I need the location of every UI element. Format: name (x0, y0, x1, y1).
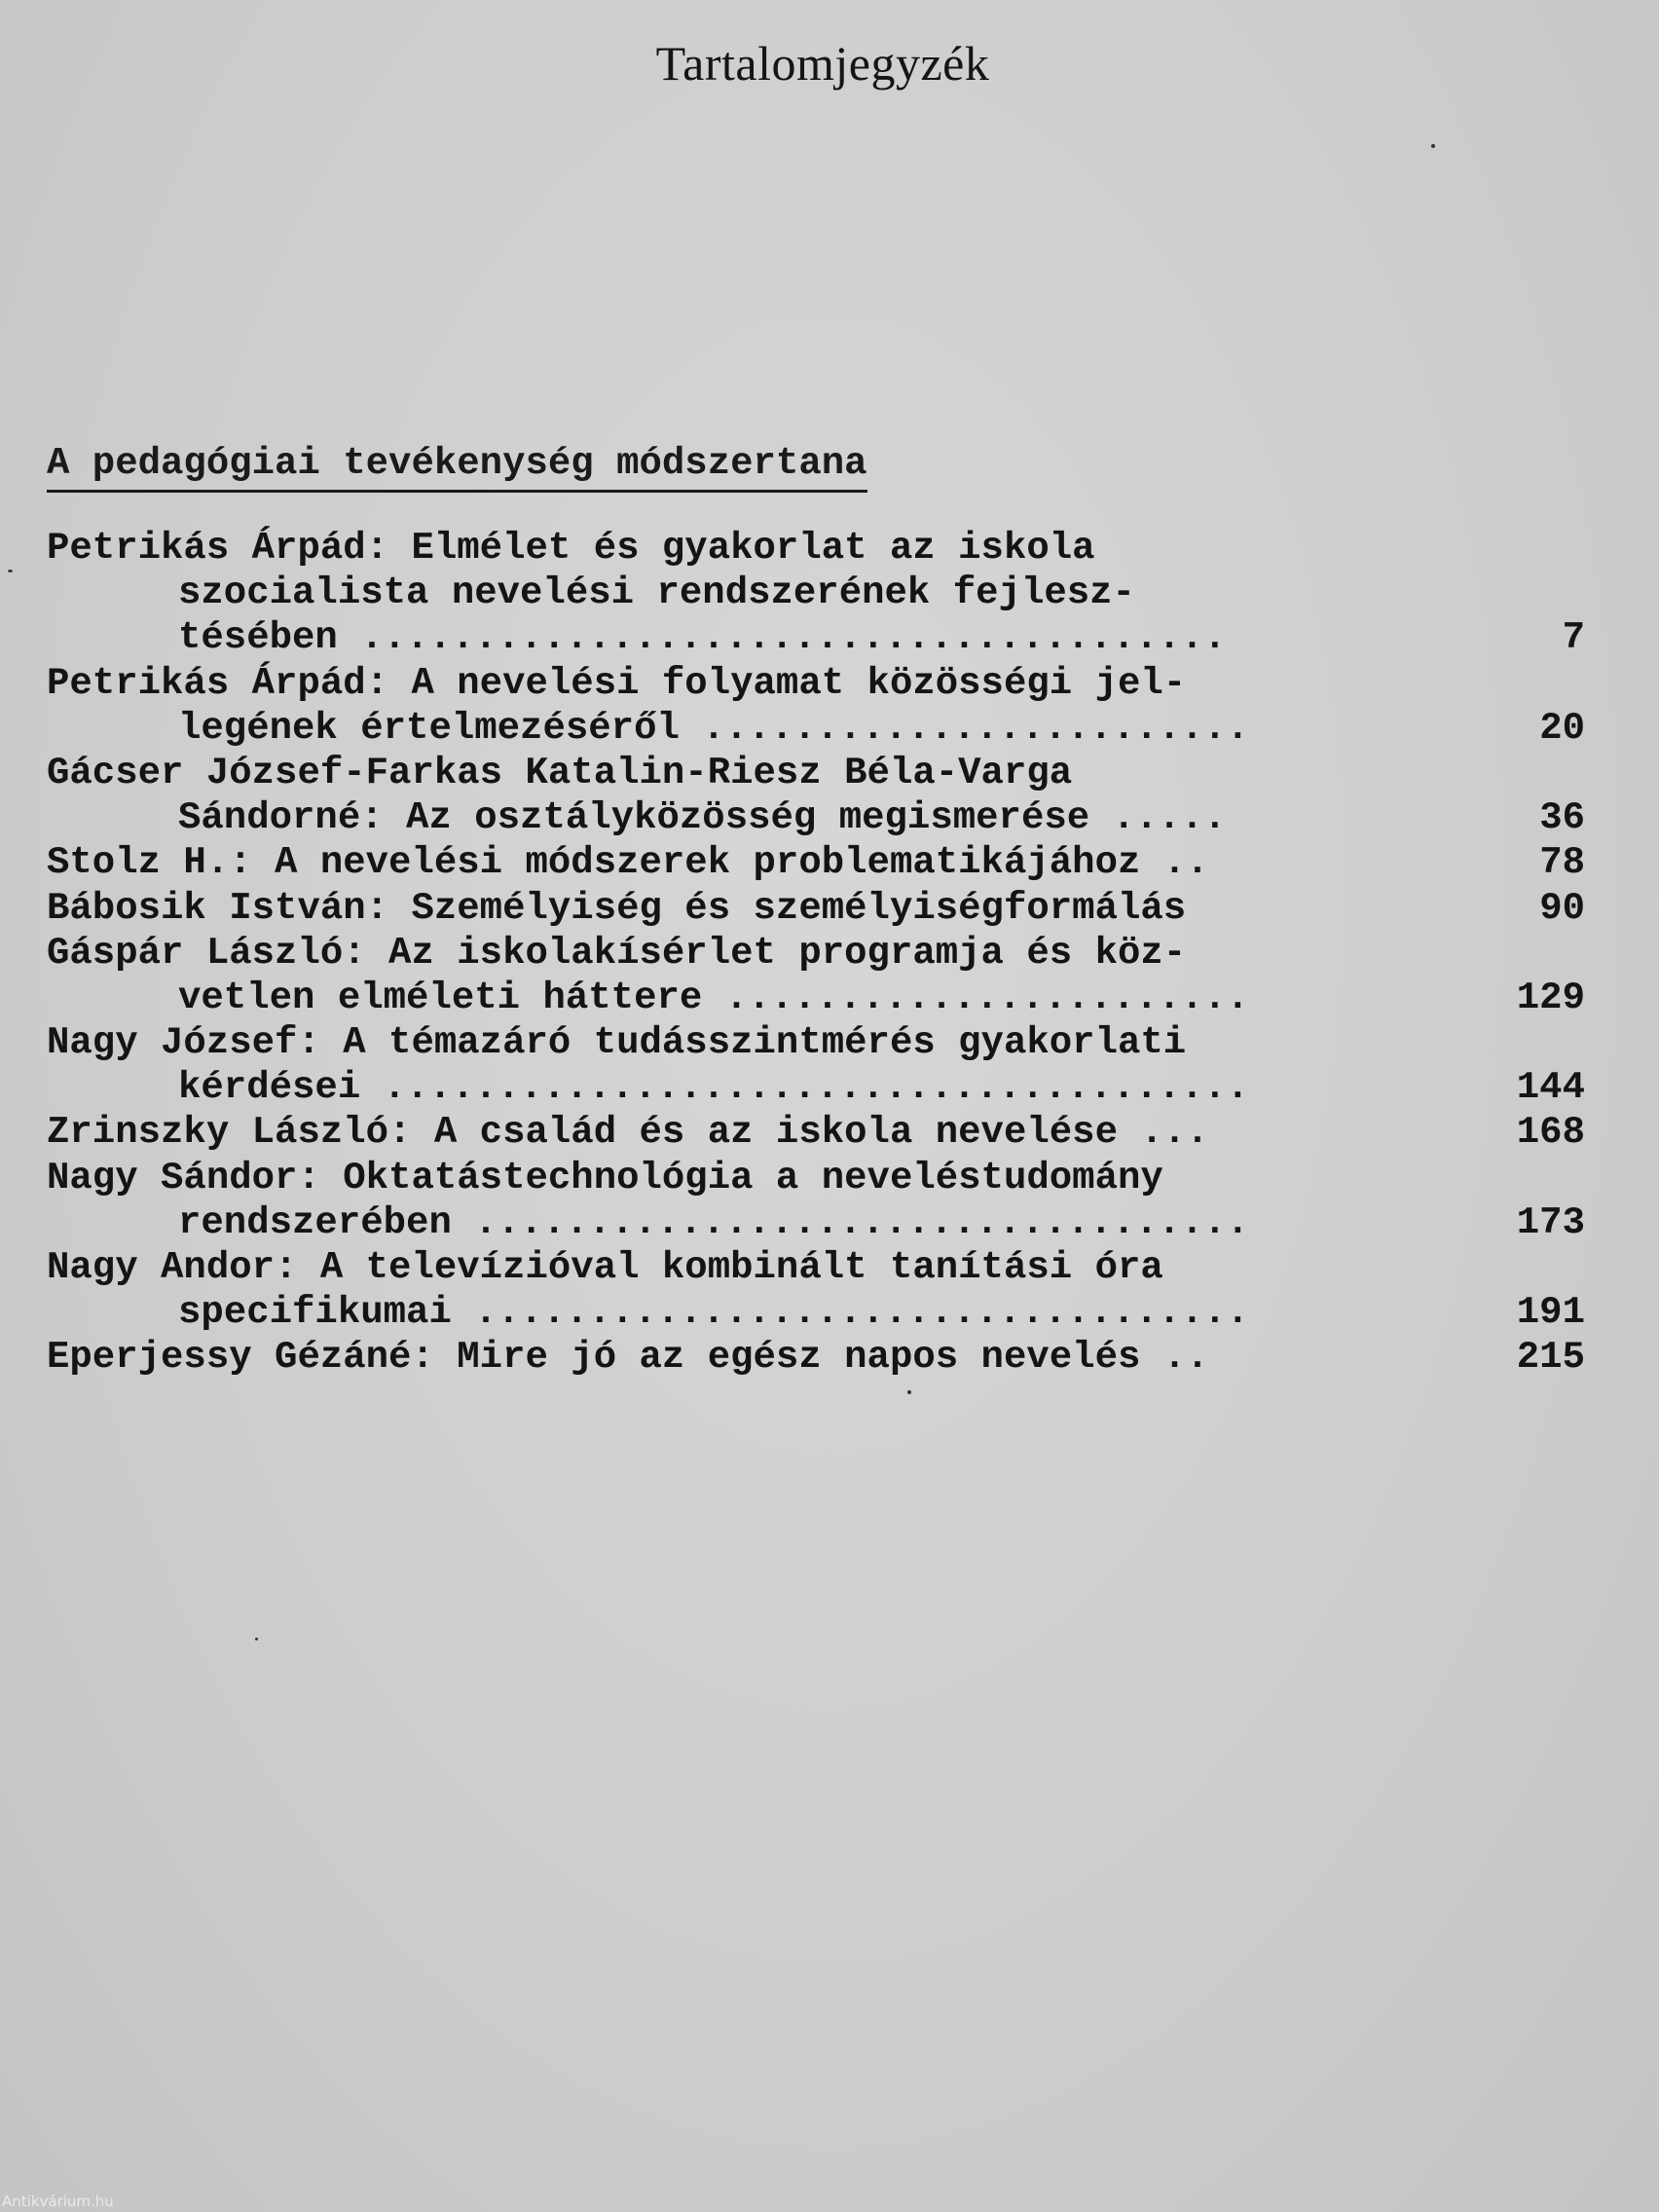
toc-entry-title: Petrikás Árpád: A nevelési folyamat közösségi jel- (47, 661, 1187, 705)
toc-entry-line (47, 706, 1585, 751)
toc-entry-continuation: legének értelmezéséről ........................ (178, 706, 1249, 750)
toc-entry-continuation: Sándorné: Az osztályközösség megismerése ..... (178, 796, 1227, 840)
toc-page-number: 36 (1539, 796, 1585, 840)
toc-page-number: 144 (1516, 1066, 1585, 1110)
toc-entry-title: Nagy Sándor: Oktatástechnológia a neveléstudomány (47, 1156, 1163, 1199)
toc-page-number: 90 (1539, 886, 1585, 930)
toc-page-number: 78 (1539, 841, 1585, 885)
toc-page-number: 168 (1516, 1111, 1585, 1155)
toc-entry-line (47, 1245, 1585, 1290)
page-title: Tartalomjegyzék (655, 36, 990, 91)
toc-entry-continuation: rendszerében .................................. (178, 1200, 1249, 1244)
toc-entry-line (47, 1020, 1585, 1065)
toc-entry-line (47, 1335, 1585, 1380)
toc-page-number: 129 (1516, 976, 1585, 1019)
toc-page-number: 215 (1516, 1336, 1585, 1380)
toc-entry-line (47, 795, 1585, 840)
toc-page-number: 20 (1539, 706, 1585, 750)
paper-speck (1431, 144, 1435, 148)
toc-entry-title: Zrinszky László: A család és az iskola nevelése ... (47, 1111, 1209, 1155)
toc-entry-line (47, 571, 1585, 615)
toc-entry-title: Nagy József: A témazáró tudásszintmérés gyakorlati (47, 1021, 1187, 1065)
toc-entry-line (47, 976, 1585, 1020)
paper-speck (907, 1390, 911, 1394)
toc-entry-line (47, 526, 1585, 571)
toc-entry-line (47, 1065, 1585, 1110)
toc-entry-line (47, 661, 1585, 706)
paper-speck (255, 1638, 258, 1641)
toc-entry-title: Bábosik István: Személyiség és személyiségformálás (47, 886, 1187, 930)
toc-entry-title: Stolz H.: A nevelési módszerek problematikájához .. (47, 841, 1209, 885)
toc-entry-title: Gácser József-Farkas Katalin-Riesz Béla-Varga (47, 751, 1073, 794)
toc-entry-continuation: vetlen elméleti háttere ....................... (178, 976, 1249, 1019)
toc-entry-continuation: tésében ...................................... (178, 616, 1227, 660)
toc-entry-title: Gáspár László: Az iskolakísérlet programja és köz- (47, 931, 1187, 975)
toc-entry-title: Petrikás Árpád: Elmélet és gyakorlat az iskola (47, 527, 1095, 570)
toc-entry-continuation: kérdései ...................................... (178, 1066, 1249, 1110)
toc-entry-line (47, 615, 1585, 660)
toc-entry-line (47, 840, 1585, 885)
toc-entry-title: Eperjessy Gézáné: Mire jó az egész napos nevelés .. (47, 1336, 1209, 1380)
toc-entry-line (47, 1200, 1585, 1245)
toc-page-number: 191 (1516, 1291, 1585, 1335)
toc-entry-line (47, 1290, 1585, 1335)
toc-entry-line (47, 751, 1585, 795)
section-heading: A pedagógiai tevékenység módszertana (47, 438, 867, 493)
toc-entry-line (47, 1110, 1585, 1155)
toc-page-number: 173 (1516, 1200, 1585, 1244)
toc-entry-line (47, 886, 1585, 931)
table-of-contents (47, 526, 1585, 1381)
toc-entry-continuation: specifikumai .................................. (178, 1291, 1249, 1335)
toc-entry-line (47, 931, 1585, 976)
watermark: Antikvárium.hu (2, 2193, 114, 2210)
toc-page-number: 7 (1562, 616, 1585, 660)
toc-entry-continuation: szocialista nevelési rendszerének fejlesz- (178, 571, 1135, 615)
toc-entry-line (47, 1156, 1585, 1200)
paper-speck (8, 570, 13, 572)
toc-entry-title: Nagy Andor: A televízióval kombinált tanítási óra (47, 1246, 1163, 1289)
